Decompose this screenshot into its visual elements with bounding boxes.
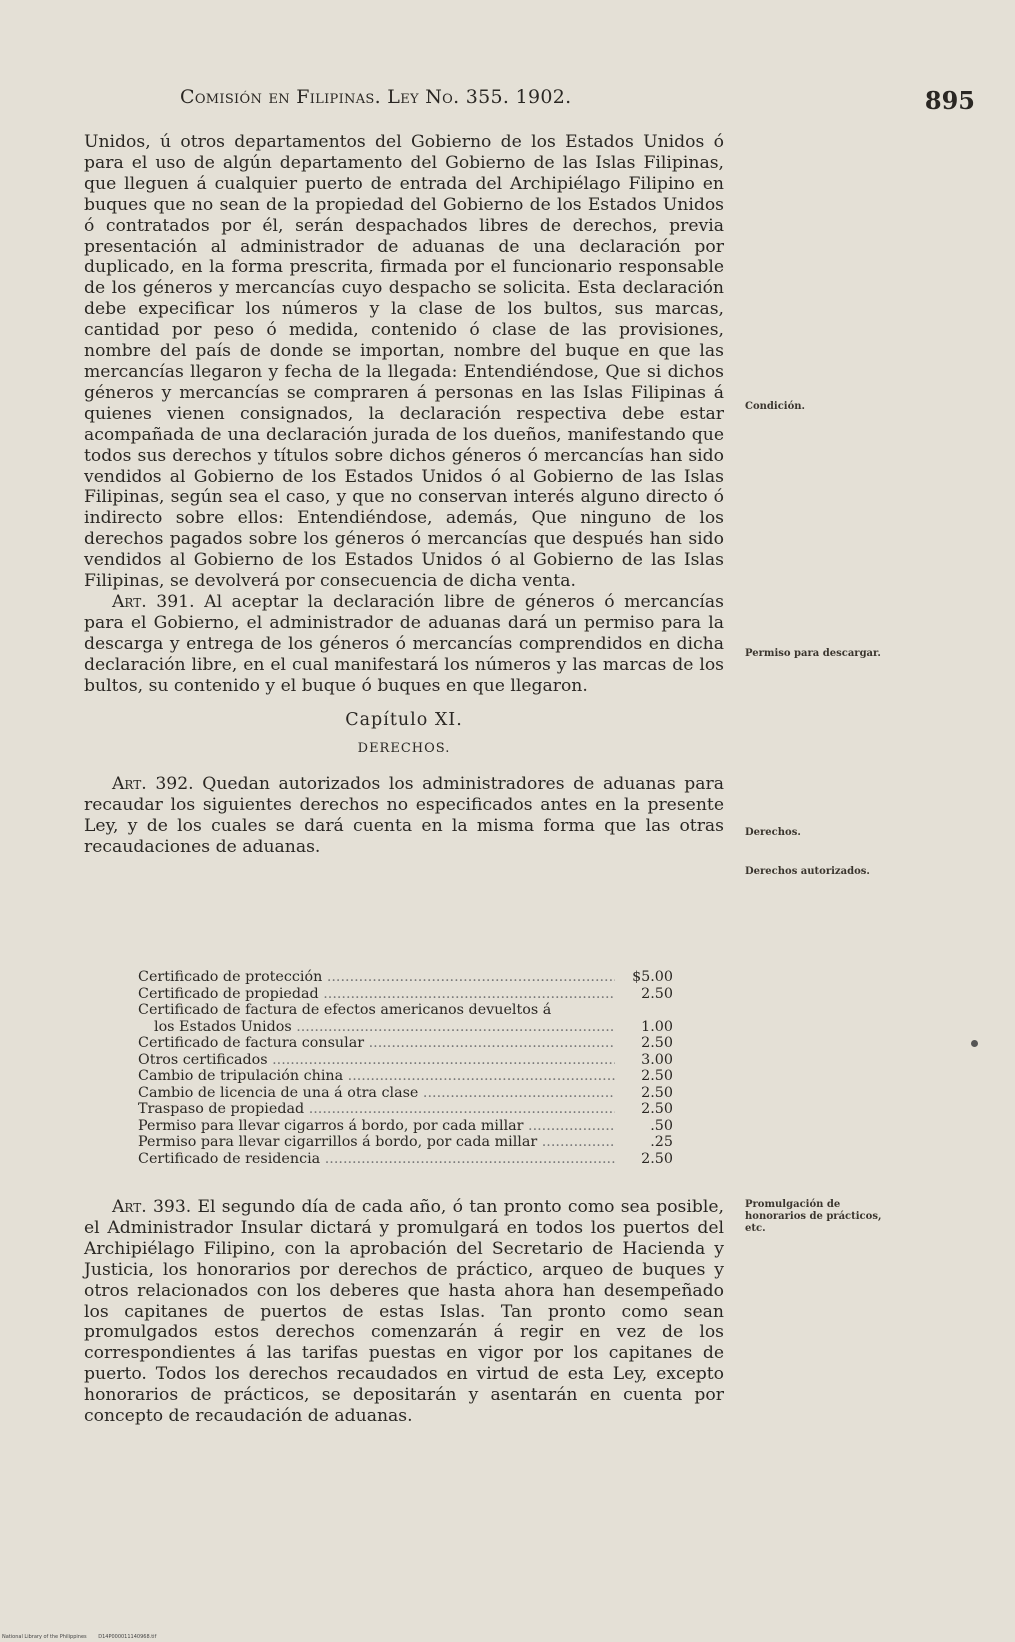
fee-label: Certificado de factura consular .....: [138, 1035, 615, 1052]
fee-amount: 2.50: [641, 1035, 673, 1051]
fee-amount: 2.50: [641, 1101, 673, 1117]
article-391-label: Art. 391.: [112, 591, 195, 612]
fee-row: [138, 1068, 673, 1085]
fee-amount: 2.50: [641, 1150, 673, 1167]
running-header: Comisión en Filipinas. Ley No. 355. 1902.: [180, 86, 572, 108]
scan-spot: [971, 1040, 978, 1047]
fee-label: Traspaso de propiedad .....: [138, 1101, 615, 1118]
fee-row: [138, 1035, 673, 1052]
main-text-lower: [84, 1197, 724, 1427]
article-393: [84, 1197, 724, 1427]
fee-label: Cambio de tripulación china .....: [138, 1068, 615, 1085]
fee-row: [138, 1118, 673, 1135]
paragraph-intro: Unidos, ú otros departamentos del Gobierno de los Estados Unidos ó para el uso de algún departamento del Gobierno de las Islas Filipinas, que lleguen á cualquier puerto de entrada del Archipiélago Filipino en buques que no sean de la propiedad del Gobierno de los Estados Unidos ó contratados por él, serán despachados libres de derechos, previa presentación al administrador de aduanas de una declaración por duplicado, en la forma prescrita, firmada por el funcionario responsable de los géneros y mercancías cuyo despacho se solicita. Esta declaración debe expecificar los números y la clase de los bultos, sus marcas, cantidad por peso ó medida, contenido ó clase de las provisiones, nombre del país de donde se importan, nombre del buque en que las mercancías llegaron y fecha de la llegada: Entendiéndose, Que si dichos géneros y mercancías se compraren á personas en las Islas Filipinas á quienes vienen consignados, la declaración respectiva debe estar acompañada de una declaración jurada de los dueños, manifestando que todos sus derechos y títulos sobre dichos géneros ó mercancías han sido vendidos al Gobierno de los Estados Unidos ó al Gobierno de las Islas Filipinas, según sea el caso, y que no conservan interés alguno directo ó indirecto sobre ellos: Entendiéndose, además, Que ninguno de los derechos pagados sobre los géneros ó mercancías que después han sido vendidos al Gobierno de los Estados Unidos ó al Gobierno de las Islas Filipinas, se devolverá por consecuencia de dicha venta.: [84, 132, 724, 592]
fee-row: [138, 1151, 673, 1168]
article-392: [84, 774, 724, 858]
fee-amount: .25: [650, 1134, 673, 1150]
fee-row: [138, 1134, 673, 1151]
fee-row: [138, 1002, 673, 1019]
margin-note-condicion: Condición.: [745, 401, 805, 412]
fee-row: [138, 986, 673, 1003]
fee-row: [138, 969, 673, 986]
fee-label: Otros certificados .....: [138, 1052, 615, 1069]
fee-amount: $5.00: [632, 969, 673, 985]
page-number: 895: [924, 86, 975, 115]
fee-label: Certificado de protección .....: [138, 969, 615, 986]
margin-note-promulgacion: Promulgación de honorarios de prácticos, etc.: [745, 1199, 882, 1234]
fee-amount: 2.50: [641, 1084, 673, 1101]
fee-amount: 1.00: [641, 1018, 673, 1035]
fee-table: [138, 969, 673, 1167]
article-393-label: Art. 393.: [112, 1197, 192, 1217]
main-text-upper: [84, 132, 724, 858]
fee-amount: .50: [650, 1117, 673, 1134]
fee-label: Certificado de residencia .....: [138, 1151, 615, 1168]
fee-row: [138, 1019, 673, 1036]
fee-label: Certificado de propiedad .....: [138, 986, 615, 1003]
fee-label: Permiso para llevar cigarrillos á bordo, por cada millar .....: [138, 1134, 615, 1151]
section-heading: DERECHOS.: [357, 741, 451, 757]
margin-note-autorizados: Derechos autorizados.: [745, 866, 870, 877]
margin-note-derechos: Derechos.: [745, 827, 801, 838]
fee-row: [138, 1085, 673, 1102]
fee-amount: 3.00: [641, 1051, 673, 1068]
article-392-label: Art. 392.: [112, 774, 194, 795]
fee-label: Permiso para llevar cigarros á bordo, por cada millar .....: [138, 1118, 615, 1135]
scan-footer: [2, 1634, 156, 1640]
fee-row: [138, 1052, 673, 1069]
fee-row: [138, 1101, 673, 1118]
article-393-text: El segundo día de cada año, ó tan pronto como sea posible, el Administrador Insular dictará y promulgará en todos los puertos del Archipiélago Filipino, con la aprobación del Secretario de Hacienda y Justicia, los honorarios por derechos de práctico, arqueo de buques y otros relacionados con los deberes que hasta ahora han desempeñado los capitanes de puertos de estas Islas. Tan pronto como sean promulgados estos derechos comenzarán á regir en vez de los correspondientes á las tarifas puestas en vigor por los capitanes de puerto. Todos los derechos recaudados en virtud de esta Ley, excepto honorarios de prácticos, se depositarán y asentarán en cuenta por concepto de recaudación de aduanas.: [84, 1197, 724, 1427]
fee-label: Certificado de factura de efectos americanos devueltos á: [138, 1002, 552, 1018]
article-392-text: Quedan autorizados los administradores de aduanas para recaudar los siguientes derechos no especificados antes en la presente Ley, y de los cuales se dará cuenta en la misma forma que las otras recaudaciones de aduanas.: [84, 774, 724, 857]
article-391: [84, 592, 724, 697]
article-391-text: Al aceptar la declaración libre de géneros ó mercancías para el Gobierno, el administrador de aduanas dará un permiso para la descarga y entrega de los géneros ó mercancías comprendidos en dicha declaración libre, en el cual manifestará los números y las marcas de los bultos, su contenido y el buque ó buques en que llegaron.: [84, 591, 724, 696]
fee-amount: 2.50: [641, 985, 673, 1002]
fee-label: los Estados Unidos .....: [154, 1019, 615, 1036]
fee-amount: 2.50: [641, 1068, 673, 1084]
fee-label: Cambio de licencia de una á otra clase .....: [138, 1085, 615, 1102]
footer-library: National Library of the Philippines: [2, 1634, 87, 1640]
chapter-heading: Capítulo XI.: [345, 710, 463, 731]
footer-shelf: D14P000011140968.tif: [98, 1634, 157, 1640]
margin-note-permiso: Permiso para descargar.: [745, 648, 881, 659]
